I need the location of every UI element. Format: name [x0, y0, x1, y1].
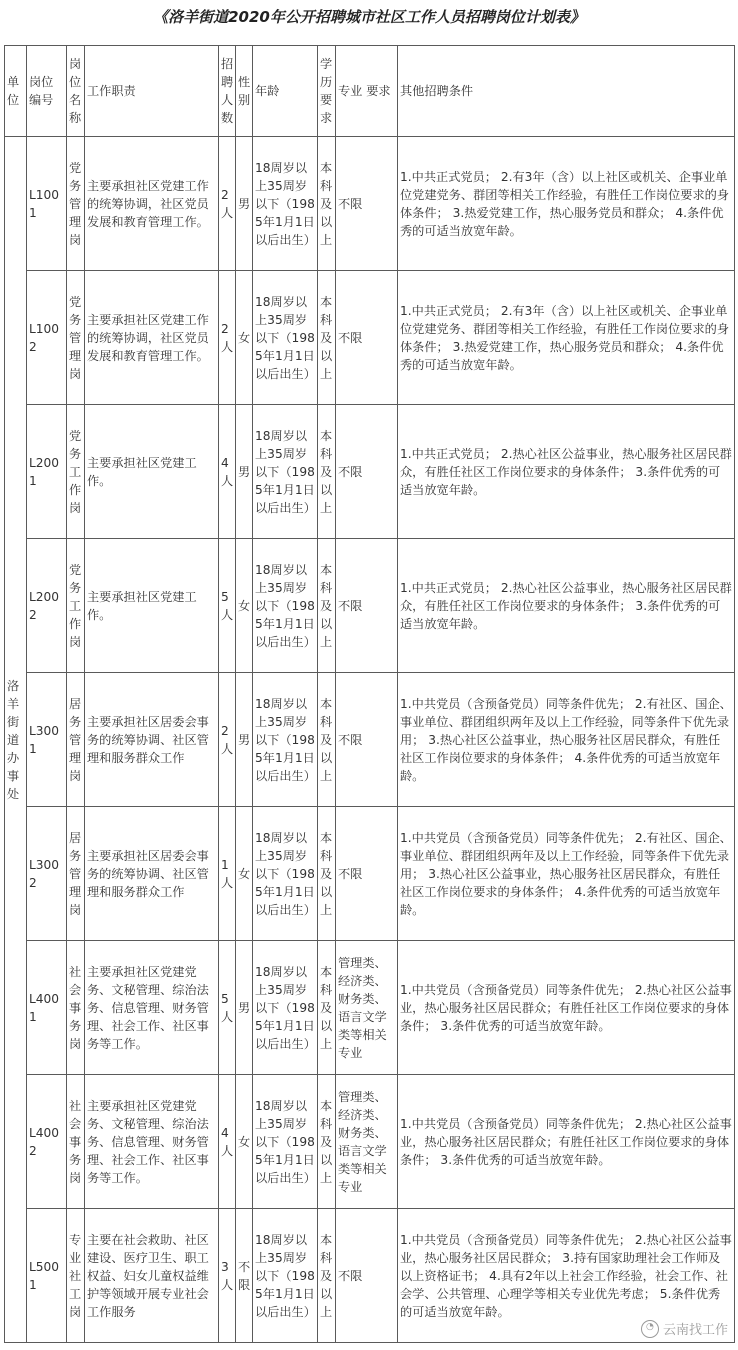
gender-cell: 男 — [236, 137, 253, 271]
major-cell: 不限 — [336, 539, 398, 673]
edu-cell: 本科及以上 — [318, 137, 336, 271]
age-cell: 18周岁以上35周岁以下（1985年1月1日以后出生） — [253, 807, 318, 941]
other-cell: 1.中共党员（含预备党员）同等条件优先； 2.有社区、国企、事业单位、群团组织两年及以上工作经验，同等条件下优先录用； 3.热心社区公益事业，热心服务社区居民群众，有胜任社区工作岗位要求的身体条件； 4.条件优秀的可适当放宽年龄。 — [398, 673, 735, 807]
code-cell: L3001 — [27, 673, 67, 807]
gender-cell: 女 — [236, 271, 253, 405]
page-title: 《洛羊街道2020年公开招聘城市社区工作人员招聘岗位计划表》 — [153, 8, 585, 26]
other-cell: 1.中共党员（含预备党员）同等条件优先； 2.有社区、国企、事业单位、群团组织两年及以上工作经验，同等条件下优先录用； 3.热心社区公益事业，热心服务社区居民群众，有胜任社区工作岗位要求的身体条件； 4.条件优秀的可适当放宽年龄。 — [398, 807, 735, 941]
major-cell: 不限 — [336, 673, 398, 807]
code-cell: L2002 — [27, 539, 67, 673]
duty-cell: 主要承担社区居委会事务的统筹协调、社区管理和服务群众工作 — [85, 807, 219, 941]
age-cell: 18周岁以上35周岁以下（1985年1月1日以后出生） — [253, 673, 318, 807]
header-gender: 性别 — [236, 46, 253, 137]
gender-cell: 不限 — [236, 1209, 253, 1343]
header-code: 岗位编号 — [27, 46, 67, 137]
count-cell: 2人 — [219, 137, 236, 271]
edu-cell: 本科及以上 — [318, 807, 336, 941]
gender-cell: 男 — [236, 941, 253, 1075]
other-cell: 1.中共党员（含预备党员）同等条件优先； 2.热心社区公益事业，热心服务社区居民群众；有胜任社区工作岗位要求的身体条件； 3.条件优秀的可适当放宽年龄。 — [398, 1075, 735, 1209]
duty-cell: 主要在社会救助、社区建设、医疗卫生、职工权益、妇女儿童权益维护等领域开展专业社会工作服务 — [85, 1209, 219, 1343]
code-cell: L3002 — [27, 807, 67, 941]
table-row — [5, 137, 735, 271]
duty-cell: 主要承担社区党建工作的统筹协调，社区党员发展和教育管理工作。 — [85, 271, 219, 405]
recruitment-table — [4, 45, 735, 1343]
header-name: 岗位名称 — [67, 46, 85, 137]
name-cell: 党务管理岗 — [67, 271, 85, 405]
table-row — [5, 405, 735, 539]
edu-cell: 本科及以上 — [318, 941, 336, 1075]
age-cell: 18周岁以上35周岁以下（1985年1月1日以后出生） — [253, 941, 318, 1075]
header-age: 年龄 — [253, 46, 318, 137]
major-cell: 不限 — [336, 271, 398, 405]
header-major: 专业 要求 — [336, 46, 398, 137]
other-cell: 1.中共正式党员； 2.热心社区公益事业，热心服务社区居民群众，有胜任社区工作岗位要求的身体条件； 3.条件优秀的可适当放宽年龄。 — [398, 405, 735, 539]
code-cell: L5001 — [27, 1209, 67, 1343]
count-cell: 3人 — [219, 1209, 236, 1343]
code-cell: L1001 — [27, 137, 67, 271]
name-cell: 居务管理岗 — [67, 807, 85, 941]
other-cell: 1.中共正式党员； 2.有3年（含）以上社区或机关、企事业单位党建党务、群团等相关工作经验，有胜任工作岗位要求的身体条件； 3.热爱党建工作，热心服务党员和群众； 4.条件优秀的可适当放宽年龄。 — [398, 271, 735, 405]
watermark-text: 云南找工作 — [662, 1323, 728, 1338]
name-cell: 党务工作岗 — [67, 539, 85, 673]
header-edu: 学历要求 — [318, 46, 336, 137]
edu-cell: 本科及以上 — [318, 271, 336, 405]
name-cell: 党务管理岗 — [67, 137, 85, 271]
major-cell: 不限 — [336, 1209, 398, 1343]
code-cell: L2001 — [27, 405, 67, 539]
table-row — [5, 941, 735, 1075]
code-cell: L1002 — [27, 271, 67, 405]
count-cell: 2人 — [219, 673, 236, 807]
major-cell: 不限 — [336, 405, 398, 539]
code-cell: L4001 — [27, 941, 67, 1075]
header-other: 其他招聘条件 — [398, 46, 735, 137]
code-cell: L4002 — [27, 1075, 67, 1209]
edu-cell: 本科及以上 — [318, 1075, 336, 1209]
table-row — [5, 539, 735, 673]
name-cell: 社会事务岗 — [67, 1075, 85, 1209]
count-cell: 1人 — [219, 807, 236, 941]
gender-cell: 男 — [236, 673, 253, 807]
major-cell: 管理类、经济类、财务类、语言文学类等相关专业 — [336, 941, 398, 1075]
name-cell: 社会事务岗 — [67, 941, 85, 1075]
name-cell: 党务工作岗 — [67, 405, 85, 539]
count-cell: 4人 — [219, 1075, 236, 1209]
table-row — [5, 1075, 735, 1209]
wechat-icon: ◔ — [641, 1320, 659, 1338]
major-cell: 不限 — [336, 807, 398, 941]
duty-cell: 主要承担社区党建工作。 — [85, 405, 219, 539]
header-count: 招聘人数 — [219, 46, 236, 137]
unit-cell: 洛羊街道办事处 — [5, 137, 27, 1343]
gender-cell: 女 — [236, 1075, 253, 1209]
header-row — [5, 46, 735, 137]
table-row — [5, 807, 735, 941]
edu-cell: 本科及以上 — [318, 673, 336, 807]
count-cell: 5人 — [219, 941, 236, 1075]
age-cell: 18周岁以上35周岁以下（1985年1月1日以后出生） — [253, 1209, 318, 1343]
duty-cell: 主要承担社区居委会事务的统筹协调、社区管理和服务群众工作 — [85, 673, 219, 807]
age-cell: 18周岁以上35周岁以下（1985年1月1日以后出生） — [253, 405, 318, 539]
table-row — [5, 1209, 735, 1343]
other-cell: 1.中共党员（含预备党员）同等条件优先； 2.热心社区公益事业，热心服务社区居民群众； 3.持有国家助理社会工作师及以上资格证书； 4.具有2年以上社会工作经验，社会工作、社会学、公共管理、心理学等相关专业优先考虑； 5.条件优秀的可适当放宽年龄。 — [398, 1209, 735, 1343]
table-row — [5, 673, 735, 807]
age-cell: 18周岁以上35周岁以下（1985年1月1日以后出生） — [253, 137, 318, 271]
count-cell: 2人 — [219, 271, 236, 405]
count-cell: 5人 — [219, 539, 236, 673]
header-duty: 工作职责 — [85, 46, 219, 137]
other-cell: 1.中共党员（含预备党员）同等条件优先； 2.热心社区公益事业，热心服务社区居民群众；有胜任社区工作岗位要求的身体条件； 3.条件优秀的可适当放宽年龄。 — [398, 941, 735, 1075]
name-cell: 居务管理岗 — [67, 673, 85, 807]
major-cell: 不限 — [336, 137, 398, 271]
gender-cell: 女 — [236, 807, 253, 941]
duty-cell: 主要承担社区党建党务、文秘管理、综治法务、信息管理、财务管理、社会工作、社区事务等工作。 — [85, 941, 219, 1075]
duty-cell: 主要承担社区党建党务、文秘管理、综治法务、信息管理、财务管理、社会工作、社区事务等工作。 — [85, 1075, 219, 1209]
header-unit: 单位 — [5, 46, 27, 137]
age-cell: 18周岁以上35周岁以下（1985年1月1日以后出生） — [253, 539, 318, 673]
gender-cell: 女 — [236, 539, 253, 673]
duty-cell: 主要承担社区党建工作。 — [85, 539, 219, 673]
major-cell: 管理类、经济类、财务类、语言文学类等相关专业 — [336, 1075, 398, 1209]
duty-cell: 主要承担社区党建工作的统筹协调，社区党员发展和教育管理工作。 — [85, 137, 219, 271]
edu-cell: 本科及以上 — [318, 405, 336, 539]
age-cell: 18周岁以上35周岁以下（1985年1月1日以后出生） — [253, 271, 318, 405]
watermark — [641, 1319, 728, 1338]
edu-cell: 本科及以上 — [318, 539, 336, 673]
age-cell: 18周岁以上35周岁以下（1985年1月1日以后出生） — [253, 1075, 318, 1209]
other-cell: 1.中共正式党员； 2.有3年（含）以上社区或机关、企事业单位党建党务、群团等相关工作经验，有胜任工作岗位要求的身体条件； 3.热爱党建工作，热心服务党员和群众； 4.条件优秀的可适当放宽年龄。 — [398, 137, 735, 271]
table-row — [5, 271, 735, 405]
name-cell: 专业社工岗 — [67, 1209, 85, 1343]
edu-cell: 本科及以上 — [318, 1209, 336, 1343]
other-cell: 1.中共正式党员； 2.热心社区公益事业，热心服务社区居民群众，有胜任社区工作岗位要求的身体条件； 3.条件优秀的可适当放宽年龄。 — [398, 539, 735, 673]
gender-cell: 男 — [236, 405, 253, 539]
count-cell: 4人 — [219, 405, 236, 539]
